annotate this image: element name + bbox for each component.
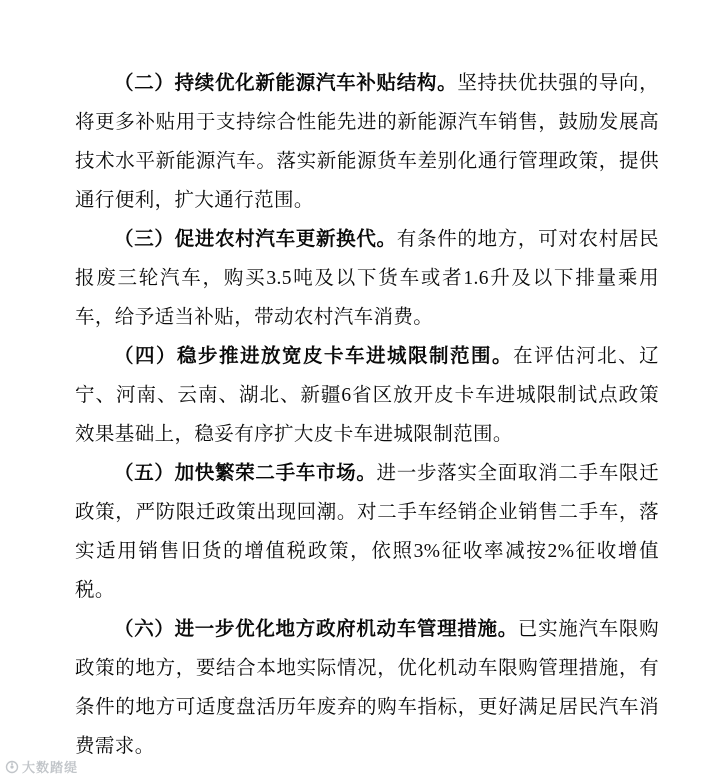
paragraph-2 xyxy=(75,64,659,220)
paragraph-5-heading: （五）加快繁荣二手车市场。 xyxy=(114,463,377,484)
document-body xyxy=(75,64,659,766)
paragraph-3-heading: （三）促进农村汽车更新换代。 xyxy=(114,229,397,250)
paragraph-3 xyxy=(75,220,659,337)
paragraph-2-text: 坚持扶优扶强的导向，将更多补贴用于支持综合性能先进的新能源汽车销售，鼓励发展高技术水平新能源汽车。落实新能源货车差别化通行管理政策，提供通行便利，扩大通行范围。 xyxy=(75,73,659,211)
paragraph-5 xyxy=(75,454,659,610)
watermark xyxy=(5,757,78,776)
paragraph-6-text: 已实施汽车限购政策的地方，要结合本地实际情况，优化机动车限购管理措施，有条件的地方可适度盘活历年废弃的购车指标，更好满足居民汽车消费需求。 xyxy=(75,619,659,757)
paragraph-5-text: 进一步落实全面取消二手车限迁政策，严防限迁政策出现回潮。对二手车经销企业销售二手车，落实适用销售旧货的增值税政策，依照3%征收率减按2%征收增值税。 xyxy=(75,463,659,601)
paragraph-4-heading: （四）稳步推进放宽皮卡车进城限制范围。 xyxy=(114,346,514,367)
watermark-logo-icon xyxy=(5,760,19,774)
paragraph-6 xyxy=(75,610,659,766)
paragraph-4 xyxy=(75,337,659,454)
watermark-text: 大数踏缇 xyxy=(22,760,79,775)
paragraph-6-heading: （六）进一步优化地方政府机动车管理措施。 xyxy=(114,619,518,640)
paragraph-2-heading: （二）持续优化新能源汽车补贴结构。 xyxy=(114,73,458,94)
paragraph-4-text: 在评估河北、辽宁、河南、云南、湖北、新疆6省区放开皮卡车进城限制试点政策效果基础上，稳妥有序扩大皮卡车进城限制范围。 xyxy=(75,346,659,445)
paragraph-3-text: 有条件的地方，可对农村居民报废三轮汽车，购买3.5吨及以下货车或者1.6升及以下排量乘用车，给予适当补贴，带动农村汽车消费。 xyxy=(75,229,659,328)
